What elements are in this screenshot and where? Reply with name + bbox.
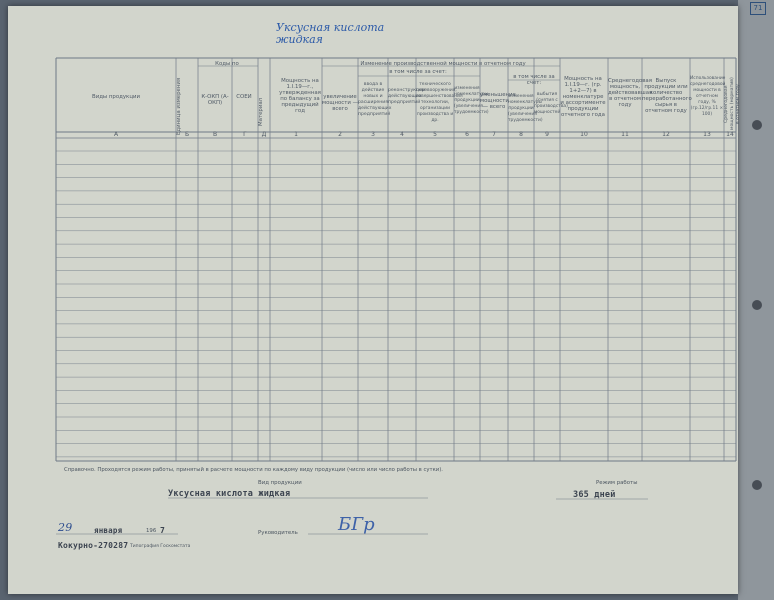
header-col4: реконструкции действующих предприятий — [388, 88, 426, 105]
column-number: 14 — [726, 131, 734, 138]
header-material: Материал — [258, 97, 264, 127]
column-number: 5 — [433, 131, 437, 138]
date-year-prefix: 196 — [146, 528, 157, 534]
print-info: Типография Госкомстата — [130, 544, 191, 549]
header-col11: Среднегодовая мощность, действовавшая в отчетном году — [608, 78, 653, 108]
column-number: В — [212, 131, 218, 138]
binder-hole — [752, 480, 762, 490]
header-soei: СОЕИ — [236, 94, 252, 100]
header-col8: изменения номенклатуры продукции (увеличения трудоемкости) — [508, 94, 543, 123]
header-codes: Коды по — [215, 61, 239, 67]
header-col13: Использование среднегодовой мощности в отчетном году, % (гр.12/гр.11 × 100) — [690, 76, 726, 117]
header-col5: технического перевооружения, совершенствования технологии, организации производства и др. — [416, 82, 463, 123]
column-number: 13 — [703, 131, 711, 138]
column-number: 10 — [580, 131, 588, 138]
header-col14: Среднегодовая мощность (норматив) в отчетном году — [724, 77, 741, 131]
column-number: 3 — [371, 131, 375, 138]
product-label: Вид продукции — [258, 480, 302, 486]
header-col9: выбытия (снятия с производства) мощностей — [534, 92, 568, 115]
corner-mark: 71 — [750, 2, 766, 15]
column-number: 4 — [400, 131, 404, 138]
date-year: 7 — [160, 526, 166, 535]
header-unit: Единица измерения — [176, 77, 182, 135]
header-col10: Мощность на 1.I.19—г. (гр. 1+2—7) в номенклатуре и ассортименте продукции отчетного года — [560, 76, 606, 118]
mode-label: Режим работы — [596, 480, 638, 486]
handwritten-title: Уксусная кислота жидкая — [276, 21, 385, 46]
column-number: Г — [243, 131, 247, 138]
header-increase: увеличение мощности — всего — [322, 94, 358, 112]
form-sheet — [8, 6, 741, 594]
header-incl2: в том числе за счет: — [513, 74, 555, 86]
column-number: А — [113, 131, 119, 138]
head-label: Руководитель — [258, 530, 298, 536]
mode-value: 365 дней — [573, 490, 616, 500]
date-day: 29 — [58, 521, 73, 534]
header-col3: ввода в действие новых и расширения действующих предприятий — [358, 82, 392, 117]
signature: БГр — [338, 514, 375, 535]
column-number: 2 — [338, 131, 342, 138]
org-stamp: Кокурно-270287 — [58, 541, 129, 550]
header-product: Виды продукции — [92, 94, 140, 100]
column-number: Б — [184, 131, 190, 138]
column-number: 7 — [492, 131, 496, 138]
binder-edge — [738, 0, 774, 600]
header-okp: К-ОКП (А-ОКП) — [201, 94, 229, 106]
header-col6: изменения номенклатуры продукции (увеличения трудоемкости) — [454, 86, 489, 115]
header-changes: Изменение производственной мощности в отчетном году — [360, 61, 526, 67]
header-incl: в том числе за счет: — [389, 69, 447, 75]
column-number: 9 — [545, 131, 549, 138]
product-value: Уксусная кислота жидкая — [168, 489, 291, 499]
footnote: Справочно. Проходятся режим работы, принятый в расчете мощности по каждому виду продукции (число или число работы в сутки). — [64, 467, 443, 473]
date-month: января — [94, 526, 123, 535]
column-number: 1 — [294, 131, 298, 138]
column-number: 8 — [519, 131, 523, 138]
header-col12: Выпуск продукции или количество переработанного сырья в отчетном году — [642, 78, 692, 114]
binder-hole — [752, 120, 762, 130]
header-decrease: уменьшение мощности — всего — [480, 92, 516, 110]
binder-hole — [752, 300, 762, 310]
column-number: Д — [261, 131, 267, 138]
header-cap-start: Мощность на 1.I.19—г., утвержденная по балансу за предыдущий год — [279, 78, 321, 114]
column-number: 6 — [465, 131, 469, 138]
column-number: 11 — [621, 131, 629, 138]
column-number: 12 — [662, 131, 670, 138]
